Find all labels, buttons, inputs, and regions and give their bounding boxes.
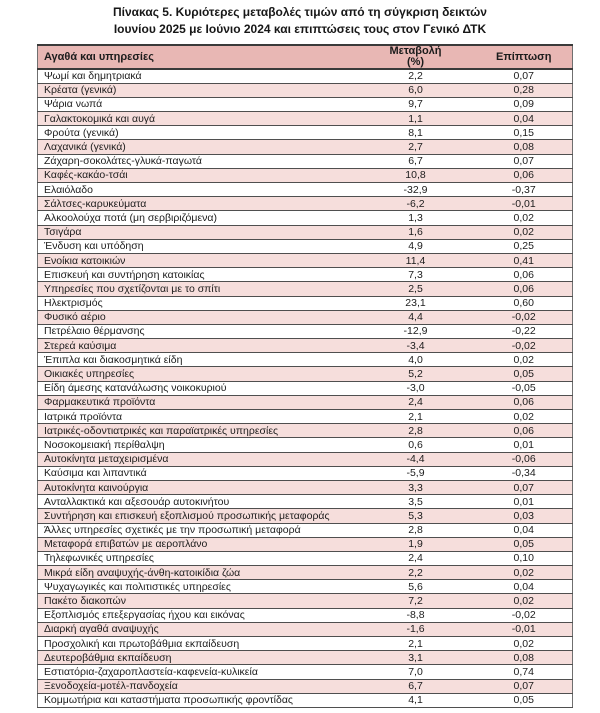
table-row <box>38 395 573 409</box>
column-header-change <box>356 45 476 69</box>
table-row <box>38 566 573 580</box>
row-impact-value: 0,25 <box>476 239 573 253</box>
row-change-value: 1,1 <box>356 112 476 126</box>
row-change-value: 2,2 <box>356 69 476 83</box>
row-label: Λαχανικά (γενικά) <box>38 140 356 154</box>
row-label: Αυτοκίνητα μεταχειρισμένα <box>38 452 356 466</box>
price-changes-table <box>37 44 573 708</box>
row-label: Τσιγάρα <box>38 225 356 239</box>
row-label: Αλκοολούχα ποτά (μη σερβιριζόμενα) <box>38 211 356 225</box>
row-label: Έπιπλα και διακοσμητικά είδη <box>38 353 356 367</box>
row-change-value: 2,7 <box>356 140 476 154</box>
table-row <box>38 495 573 509</box>
table-row <box>38 608 573 622</box>
row-label: Δευτεροβάθμια εκπαίδευση <box>38 651 356 665</box>
row-change-value: -4,4 <box>356 452 476 466</box>
table-row <box>38 651 573 665</box>
table-row <box>38 580 573 594</box>
row-label: Ενοίκια κατοικιών <box>38 253 356 267</box>
table-title-line2: Ιουνίου 2025 με Ιούνιο 2024 και επιπτώσεις τους στον Γενικό ΔΤΚ <box>113 22 487 36</box>
row-label: Ψάρια νωπά <box>38 97 356 111</box>
row-label: Ξενοδοχεία-μοτέλ-πανδοχεία <box>38 679 356 693</box>
table-row <box>38 339 573 353</box>
table-row <box>38 140 573 154</box>
table-row <box>38 424 573 438</box>
row-impact-value: 0,01 <box>476 495 573 509</box>
row-impact-value: -0,02 <box>476 310 573 324</box>
row-change-value: 2,2 <box>356 566 476 580</box>
row-impact-value: -0,22 <box>476 324 573 338</box>
row-change-value: 4,9 <box>356 239 476 253</box>
row-label: Μεταφορά επιβατών με αεροπλάνο <box>38 537 356 551</box>
row-impact-value: -0,01 <box>476 622 573 636</box>
row-label: Ιατρικές-οδοντιατρικές και παραϊατρικές υπηρεσίες <box>38 424 356 438</box>
table-row <box>38 523 573 537</box>
table-row <box>38 112 573 126</box>
row-change-value: 3,1 <box>356 651 476 665</box>
column-header-impact: Επίπτωση <box>476 45 573 69</box>
row-change-value: 5,6 <box>356 580 476 594</box>
row-impact-value: 0,04 <box>476 523 573 537</box>
row-impact-value: 0,06 <box>476 168 573 182</box>
row-label: Πακέτο διακοπών <box>38 594 356 608</box>
row-label: Εστιατόρια-ζαχαροπλαστεία-καφενεία-κυλικεία <box>38 665 356 679</box>
row-impact-value: -0,37 <box>476 183 573 197</box>
row-change-value: 0,6 <box>356 438 476 452</box>
row-impact-value: 0,08 <box>476 651 573 665</box>
row-label: Άλλες υπηρεσίες σχετικές με την προσωπική μεταφορά <box>38 523 356 537</box>
table-row <box>38 438 573 452</box>
row-change-value: 5,2 <box>356 367 476 381</box>
table-row <box>38 537 573 551</box>
row-impact-value: -0,34 <box>476 466 573 480</box>
table-row <box>38 410 573 424</box>
row-impact-value: 0,05 <box>476 537 573 551</box>
table-row <box>38 594 573 608</box>
row-label: Γαλακτοκομικά και αυγά <box>38 112 356 126</box>
row-change-value: -6,2 <box>356 197 476 211</box>
row-label: Εξοπλισμός επεξεργασίας ήχου και εικόνας <box>38 608 356 622</box>
table-row <box>38 551 573 565</box>
row-change-value: 2,1 <box>356 637 476 651</box>
row-change-value: -5,9 <box>356 466 476 480</box>
column-header-change-line1: Μεταβολή <box>389 45 442 57</box>
row-change-value: -8,8 <box>356 608 476 622</box>
row-impact-value: 0,02 <box>476 637 573 651</box>
row-impact-value: 0,05 <box>476 693 573 707</box>
row-label: Ένδυση και υπόδηση <box>38 239 356 253</box>
row-change-value: 6,7 <box>356 154 476 168</box>
row-label: Κρέατα (γενικά) <box>38 83 356 97</box>
table-row <box>38 367 573 381</box>
table-body <box>38 69 573 707</box>
row-change-value: 4,4 <box>356 310 476 324</box>
row-impact-value: 0,06 <box>476 395 573 409</box>
table-row <box>38 253 573 267</box>
table-row <box>38 381 573 395</box>
row-impact-value: 0,01 <box>476 438 573 452</box>
row-impact-value: 0,10 <box>476 551 573 565</box>
row-impact-value: 0,05 <box>476 367 573 381</box>
row-change-value: -12,9 <box>356 324 476 338</box>
row-label: Ηλεκτρισμός <box>38 296 356 310</box>
row-label: Ελαιόλαδο <box>38 183 356 197</box>
table-row <box>38 665 573 679</box>
row-label: Φυσικό αέριο <box>38 310 356 324</box>
row-impact-value: 0,04 <box>476 580 573 594</box>
row-change-value: 11,4 <box>356 253 476 267</box>
row-impact-value: 0,06 <box>476 268 573 282</box>
row-label: Ψυχαγωγικές και πολιτιστικές υπηρεσίες <box>38 580 356 594</box>
row-impact-value: 0,15 <box>476 126 573 140</box>
row-change-value: 1,6 <box>356 225 476 239</box>
row-label: Φαρμακευτικά προϊόντα <box>38 395 356 409</box>
row-label: Αυτοκίνητα καινούργια <box>38 480 356 494</box>
row-impact-value: -0,01 <box>476 197 573 211</box>
row-change-value: -3,4 <box>356 339 476 353</box>
row-label: Επισκευή και συντήρηση κατοικίας <box>38 268 356 282</box>
row-change-value: -32,9 <box>356 183 476 197</box>
row-label: Νοσοκομειακή περίθαλψη <box>38 438 356 452</box>
row-change-value: 2,4 <box>356 395 476 409</box>
row-label: Μικρά είδη αναψυχής-άνθη-κατοικίδια ζώα <box>38 566 356 580</box>
row-impact-value: 0,02 <box>476 353 573 367</box>
row-impact-value: -0,06 <box>476 452 573 466</box>
row-label: Φρούτα (γενικά) <box>38 126 356 140</box>
row-change-value: 7,3 <box>356 268 476 282</box>
row-label: Τηλεφωνικές υπηρεσίες <box>38 551 356 565</box>
row-impact-value: 0,02 <box>476 211 573 225</box>
row-change-value: 8,1 <box>356 126 476 140</box>
row-change-value: 3,5 <box>356 495 476 509</box>
row-change-value: 7,2 <box>356 594 476 608</box>
row-label: Στερεά καύσιμα <box>38 339 356 353</box>
table-row <box>38 282 573 296</box>
table-row <box>38 126 573 140</box>
row-impact-value: 0,74 <box>476 665 573 679</box>
row-impact-value: 0,60 <box>476 296 573 310</box>
table-row <box>38 197 573 211</box>
row-change-value: 5,3 <box>356 509 476 523</box>
table-row <box>38 310 573 324</box>
table-row <box>38 296 573 310</box>
row-impact-value: -0,02 <box>476 339 573 353</box>
row-label: Ψωμί και δημητριακά <box>38 69 356 83</box>
row-label: Διαρκή αγαθά αναψυχής <box>38 622 356 636</box>
table-row <box>38 268 573 282</box>
row-change-value: 4,1 <box>356 693 476 707</box>
table-row <box>38 452 573 466</box>
table-row <box>38 509 573 523</box>
table-title-line1: Πίνακας 5. Κυριότερες μεταβολές τιμών από τη σύγκριση δεικτών <box>113 5 487 19</box>
row-change-value: 2,5 <box>356 282 476 296</box>
row-change-value: -1,6 <box>356 622 476 636</box>
row-change-value: 10,8 <box>356 168 476 182</box>
row-change-value: 7,0 <box>356 665 476 679</box>
table-row <box>38 69 573 83</box>
row-impact-value: 0,28 <box>476 83 573 97</box>
row-change-value: 6,0 <box>356 83 476 97</box>
table-row <box>38 679 573 693</box>
row-label: Καφές-κακάο-τσάι <box>38 168 356 182</box>
row-impact-value: 0,06 <box>476 282 573 296</box>
row-change-value: 4,0 <box>356 353 476 367</box>
table-row <box>38 622 573 636</box>
table-title <box>0 0 600 38</box>
row-label: Καύσιμα και λιπαντικά <box>38 466 356 480</box>
row-impact-value: -0,02 <box>476 608 573 622</box>
row-change-value: 2,8 <box>356 523 476 537</box>
row-impact-value: 0,08 <box>476 140 573 154</box>
row-label: Πετρέλαιο θέρμανσης <box>38 324 356 338</box>
row-impact-value: -0,05 <box>476 381 573 395</box>
row-impact-value: 0,03 <box>476 509 573 523</box>
row-impact-value: 0,06 <box>476 424 573 438</box>
row-impact-value: 0,02 <box>476 225 573 239</box>
row-impact-value: 0,02 <box>476 594 573 608</box>
row-change-value: 3,3 <box>356 480 476 494</box>
table-row <box>38 225 573 239</box>
row-change-value: 2,1 <box>356 410 476 424</box>
row-impact-value: 0,02 <box>476 410 573 424</box>
row-label: Προσχολική και πρωτοβάθμια εκπαίδευση <box>38 637 356 651</box>
row-impact-value: 0,02 <box>476 566 573 580</box>
row-change-value: 1,3 <box>356 211 476 225</box>
row-impact-value: 0,09 <box>476 97 573 111</box>
table-row <box>38 83 573 97</box>
table-row <box>38 154 573 168</box>
table-row <box>38 353 573 367</box>
row-change-value: 2,4 <box>356 551 476 565</box>
row-change-value: 6,7 <box>356 679 476 693</box>
table-row <box>38 466 573 480</box>
row-impact-value: 0,41 <box>476 253 573 267</box>
table-row <box>38 97 573 111</box>
row-impact-value: 0,07 <box>476 154 573 168</box>
table-row <box>38 324 573 338</box>
column-header-goods: Αγαθά και υπηρεσίες <box>38 45 356 69</box>
row-label: Ζάχαρη-σοκολάτες-γλυκά-παγωτά <box>38 154 356 168</box>
row-impact-value: 0,07 <box>476 679 573 693</box>
row-impact-value: 0,07 <box>476 69 573 83</box>
row-label: Ανταλλακτικά και αξεσουάρ αυτοκινήτου <box>38 495 356 509</box>
table-row <box>38 239 573 253</box>
table-row <box>38 637 573 651</box>
table-row <box>38 183 573 197</box>
row-change-value: -3,0 <box>356 381 476 395</box>
table-row <box>38 211 573 225</box>
table-row <box>38 693 573 707</box>
table-row <box>38 168 573 182</box>
row-impact-value: 0,07 <box>476 480 573 494</box>
row-label: Οικιακές υπηρεσίες <box>38 367 356 381</box>
row-label: Κομμωτήρια και καταστήματα προσωπικής φροντίδας <box>38 693 356 707</box>
header-row <box>38 45 573 69</box>
row-label: Είδη άμεσης κατανάλωσης νοικοκυριού <box>38 381 356 395</box>
row-change-value: 2,8 <box>356 424 476 438</box>
row-change-value: 1,9 <box>356 537 476 551</box>
column-header-change-line2: (%) <box>406 56 425 68</box>
row-label: Σάλτσες-καρυκεύματα <box>38 197 356 211</box>
row-label: Συντήρηση και επισκευή εξοπλισμού προσωπικής μεταφοράς <box>38 509 356 523</box>
row-change-value: 9,7 <box>356 97 476 111</box>
row-label: Υπηρεσίες που σχετίζονται με το σπίτι <box>38 282 356 296</box>
row-impact-value: 0,04 <box>476 112 573 126</box>
table-header <box>38 45 573 69</box>
row-change-value: 23,1 <box>356 296 476 310</box>
table-row <box>38 480 573 494</box>
row-label: Ιατρικά προϊόντα <box>38 410 356 424</box>
